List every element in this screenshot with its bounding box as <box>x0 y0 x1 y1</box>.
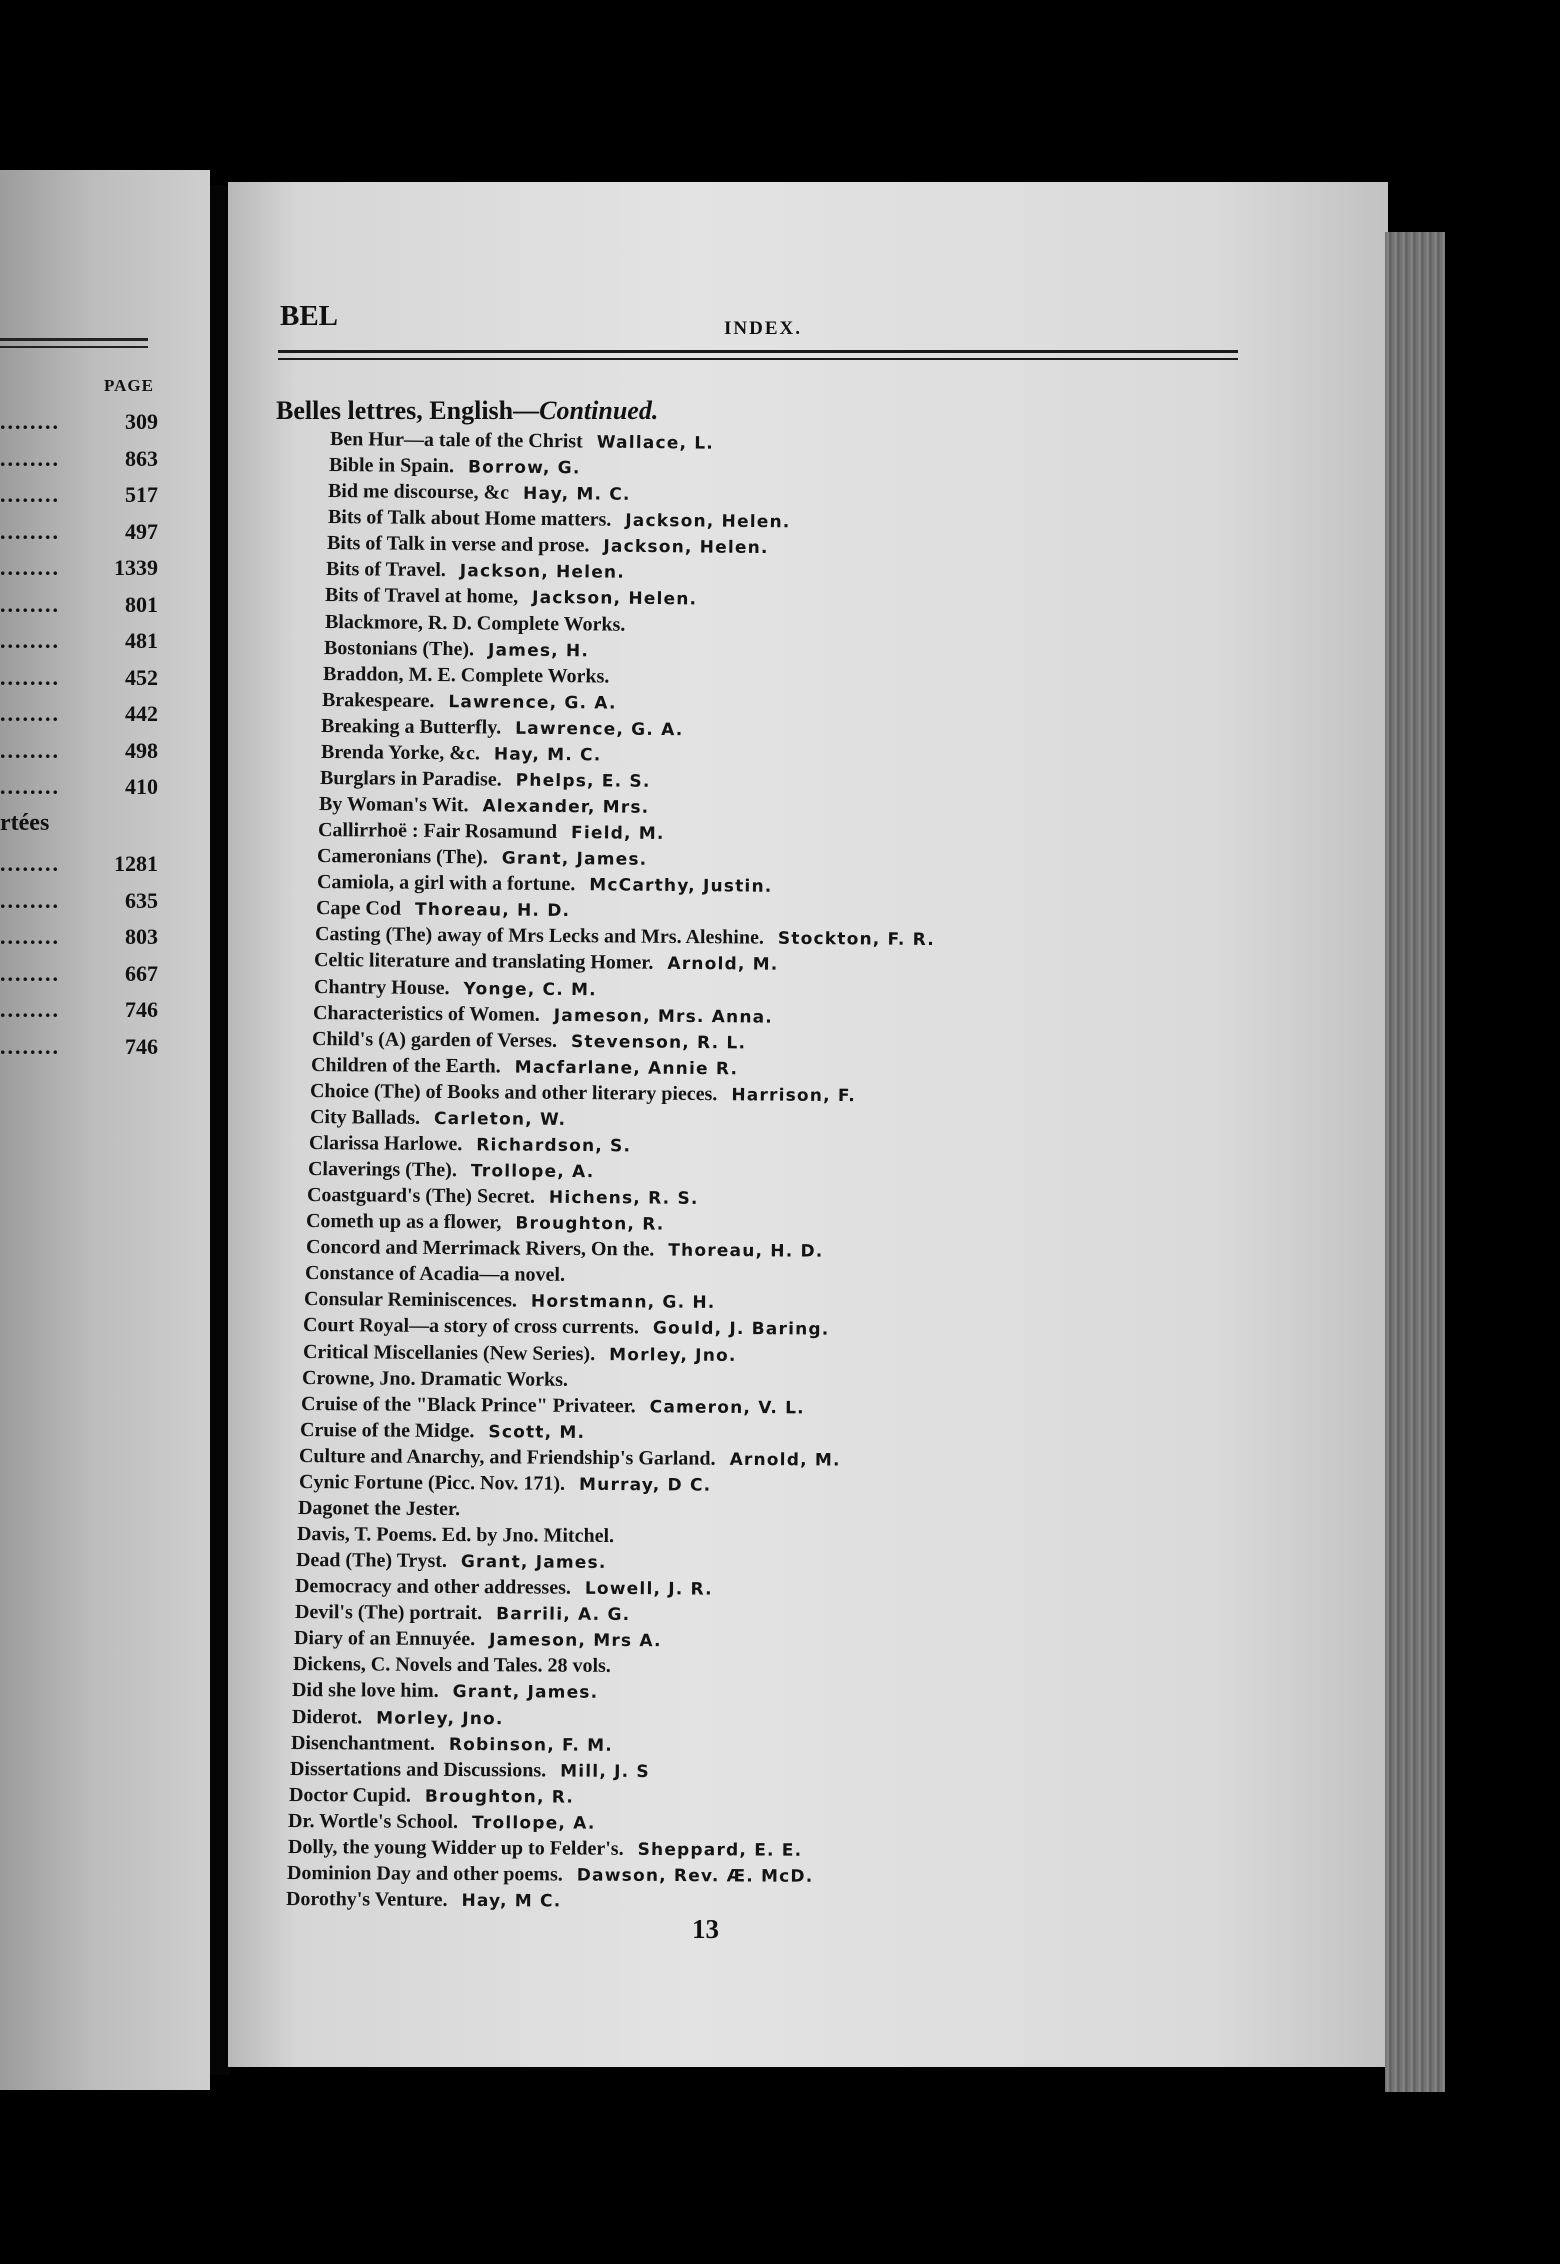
index-entry <box>314 949 779 976</box>
entry-title: Doctor Cupid. <box>289 1783 412 1807</box>
entry-title: Characteristics of Women. <box>312 1001 540 1026</box>
entry-title: Culture and Anarchy, and Friendship's Garland. <box>299 1444 717 1470</box>
entry-author: Stockton, F. R. <box>777 929 936 951</box>
left-page-row <box>0 477 158 513</box>
left-page-row <box>0 733 158 769</box>
entry-title: Callirrhoë : Fair Rosamund <box>318 819 558 844</box>
entry-title: Cape Cod <box>315 897 401 920</box>
index-entry <box>304 1288 716 1314</box>
index-entry <box>286 1888 562 1912</box>
page-ref: 746 <box>125 1033 158 1059</box>
entry-author: Field, M. <box>571 823 665 844</box>
leader-dots: ........ <box>0 1033 60 1059</box>
entry-title: Bible in Spain. <box>329 454 455 478</box>
left-page-row <box>0 956 158 992</box>
entry-title: Devil's (The) portrait. <box>294 1601 482 1625</box>
left-page-row <box>0 550 158 586</box>
entry-title: Claverings (The). <box>307 1158 457 1182</box>
entry-author: Cameron, V. L. <box>649 1396 805 1419</box>
entry-author: Phelps, E. S. <box>515 770 651 792</box>
index-entry <box>306 1210 665 1236</box>
entry-title: Dr. Wortle's School. <box>288 1809 459 1833</box>
entry-author: Jackson, Helen. <box>624 510 791 533</box>
left-page-row <box>0 1029 158 1065</box>
entry-author: Gould, J. Baring. <box>653 1318 830 1341</box>
page-ref: 517 <box>125 482 158 507</box>
entry-author: Murray, D C. <box>578 1474 711 1496</box>
page-ref: 481 <box>125 628 158 653</box>
index-entry <box>303 1314 830 1341</box>
page-ref: 1281 <box>114 851 158 876</box>
index-entry <box>311 1054 738 1080</box>
page-ref: 803 <box>125 924 158 949</box>
page-ref: 309 <box>125 409 158 434</box>
index-entry <box>297 1523 614 1548</box>
entry-author: Sheppard, E. E. <box>637 1839 802 1861</box>
index-entry <box>330 428 714 455</box>
entry-title: Cruise of the Midge. <box>300 1418 475 1442</box>
entry-title: Dorothy's Venture. <box>285 1888 448 1911</box>
entry-author: Richardson, S. <box>476 1135 632 1157</box>
entry-author: Hay, M. C. <box>493 744 602 766</box>
index-entry <box>288 1836 802 1862</box>
index-entry <box>328 506 791 533</box>
entry-title: Coastguard's (The) Secret. <box>307 1184 536 1208</box>
entry-title: Bits of Talk about Home matters. <box>327 506 612 531</box>
entry-title: Dead (The) Tryst. <box>296 1549 448 1573</box>
entry-title: Dagonet the Jester. <box>297 1496 460 1520</box>
entry-author: Wallace, L. <box>596 432 715 454</box>
page-ref: 667 <box>125 960 158 986</box>
entry-author: Broughton, R. <box>515 1213 666 1235</box>
page-ref: 746 <box>125 997 158 1022</box>
leader-dots: ........ <box>0 774 60 799</box>
leader-dots: ........ <box>0 924 60 949</box>
entry-title: Dominion Day and other poems. <box>286 1861 563 1886</box>
index-entry <box>287 1862 814 1888</box>
left-page-row <box>0 846 158 882</box>
entry-author: Stevenson, R. L. <box>570 1031 747 1054</box>
left-page-subheading: rtées <box>0 810 50 836</box>
entry-title: Constance of Acadia—a novel. <box>304 1262 565 1287</box>
index-entry <box>325 584 697 610</box>
index-entry <box>313 1002 773 1029</box>
entry-author: Robinson, F. M. <box>448 1734 613 1756</box>
index-entry <box>298 1497 460 1521</box>
entry-title: Bits of Talk in verse and prose. <box>326 532 590 557</box>
index-entry <box>323 663 610 689</box>
entry-title: City Ballads. <box>309 1105 420 1129</box>
leader-dots: ........ <box>0 409 60 434</box>
leader-dots: ........ <box>0 445 60 471</box>
entry-title: Dickens, C. Novels and Tales. 28 vols. <box>293 1653 611 1678</box>
entry-title: Breaking a Butterfly. <box>321 714 502 739</box>
left-page-rule <box>0 346 148 348</box>
entry-title: Cameronians (The). <box>317 845 489 869</box>
page-edges <box>1385 232 1445 2092</box>
index-entry <box>299 1445 841 1472</box>
entry-author: Yonge, C. M. <box>462 978 597 1000</box>
entry-author: Thoreau, H. D. <box>667 1240 824 1262</box>
entry-author: Lawrence, G. A. <box>448 691 617 714</box>
running-head: BEL <box>280 300 339 332</box>
entry-title: Consular Reminiscences. <box>303 1288 518 1312</box>
index-entry <box>298 1471 710 1497</box>
entry-title: Crowne, Jno. Dramatic Works. <box>301 1366 568 1391</box>
index-entry <box>291 1706 503 1730</box>
entry-author: Harrison, F. <box>731 1085 857 1106</box>
index-entry <box>324 637 589 662</box>
index-entry <box>295 1575 713 1601</box>
entry-author: Morley, Jno. <box>608 1344 737 1366</box>
left-page-row <box>0 623 158 659</box>
index-entry <box>317 845 648 871</box>
index-entry <box>301 1393 805 1419</box>
index-entry <box>317 871 773 898</box>
left-page-row <box>0 404 158 440</box>
left-page-row <box>0 514 158 550</box>
previous-page <box>0 170 210 2090</box>
index-entry <box>307 1184 699 1210</box>
leader-dots: ........ <box>0 997 60 1022</box>
entry-title: Child's (A) garden of Verses. <box>311 1027 558 1052</box>
page-ref: 635 <box>125 887 158 913</box>
index-entry <box>320 767 651 793</box>
entry-title: Brenda Yorke, &c. <box>320 740 480 765</box>
page-ref: 452 <box>125 664 158 690</box>
entry-author: Jackson, Helen. <box>459 561 626 584</box>
index-entry <box>318 819 665 845</box>
page-number: 13 <box>692 1914 719 1944</box>
entry-title: Cruise of the "Black Prince" Privateer. <box>300 1392 636 1417</box>
entry-author: Scott, M. <box>488 1421 586 1443</box>
index-entry <box>329 454 581 479</box>
entry-author: Grant, James. <box>461 1552 607 1574</box>
entry-title: Chantry House. <box>313 975 450 999</box>
entry-title: Brakespeare. <box>322 688 435 712</box>
entry-title: Clarissa Harlowe. <box>308 1131 463 1156</box>
index-entry <box>312 1028 746 1054</box>
index-entry <box>302 1341 736 1367</box>
entry-author: Broughton, R. <box>424 1786 575 1808</box>
entry-author: Grant, James. <box>452 1682 599 1704</box>
entry-author: Thoreau, H. D. <box>414 900 571 922</box>
entry-author: Jackson, Helen. <box>532 588 698 610</box>
index-entry <box>327 532 769 559</box>
entry-title: Bits of Travel at home, <box>325 584 519 609</box>
index-entry <box>306 1236 824 1263</box>
index-entry <box>288 1810 596 1835</box>
entry-author: Trollope, A. <box>472 1812 596 1834</box>
index-entry <box>313 976 596 1001</box>
left-page-rule <box>0 338 148 341</box>
index-entry <box>302 1367 568 1392</box>
left-page-row <box>0 919 158 955</box>
left-page-row <box>0 696 158 732</box>
entry-title: Burglars in Paradise. <box>319 766 502 791</box>
entry-author: Alexander, Mrs. <box>482 796 650 818</box>
index-entry <box>316 897 570 922</box>
index-entry <box>295 1601 630 1626</box>
leader-dots: ........ <box>0 737 60 763</box>
index-title: INDEX. <box>724 318 802 339</box>
entry-title: Celtic literature and translating Homer. <box>314 949 654 975</box>
entry-title: Blackmore, R. D. Complete Works. <box>324 610 625 636</box>
entry-title: Choice (The) of Books and other literary pieces. <box>310 1079 718 1105</box>
page-ref: 442 <box>125 701 158 726</box>
entry-author: Hichens, R. S. <box>549 1187 699 1209</box>
index-entry <box>296 1549 607 1574</box>
index-entry <box>319 793 650 819</box>
entry-author: Hay, M. C. <box>523 483 632 505</box>
entry-author: Dawson, Rev. Æ. McD. <box>576 1865 814 1887</box>
leader-dots: ........ <box>0 482 60 507</box>
entry-title: Bid me discourse, &c <box>328 480 510 504</box>
entry-title: Cynic Fortune (Picc. Nov. 171). <box>298 1470 565 1495</box>
index-entry <box>300 1419 585 1444</box>
page-ref: 1339 <box>114 555 158 580</box>
section-title: Belles lettres, English— <box>276 396 540 425</box>
index-entry <box>305 1262 565 1287</box>
entry-author: Morley, Jno. <box>375 1707 504 1729</box>
entry-title: Bits of Travel. <box>325 558 446 582</box>
entry-title: Critical Miscellanies (New Series). <box>302 1340 595 1365</box>
left-page-row <box>0 883 158 919</box>
page-ref: 801 <box>125 591 158 617</box>
page-ref: 498 <box>125 737 158 763</box>
leader-dots: ........ <box>0 960 60 986</box>
leader-dots: ........ <box>0 851 60 876</box>
leader-dots: ........ <box>0 518 60 544</box>
entry-title: Dissertations and Discussions. <box>289 1757 547 1782</box>
index-entry <box>291 1732 613 1757</box>
index-entry <box>309 1132 631 1157</box>
index-entry <box>326 558 625 584</box>
page-ref: 410 <box>125 774 158 799</box>
entry-author: Horstmann, G. H. <box>530 1291 716 1314</box>
entry-title: Camiola, a girl with a fortune. <box>316 871 576 896</box>
section-heading <box>276 396 658 426</box>
left-page-row <box>0 587 158 623</box>
section-continued: Continued. <box>539 396 659 425</box>
entry-title: Bostonians (The). <box>323 636 474 660</box>
entry-title: Disenchantment. <box>290 1731 435 1755</box>
index-entry <box>320 741 601 766</box>
entry-author: Jameson, Mrs. Anna. <box>553 1005 773 1028</box>
index-entry <box>294 1627 662 1652</box>
entry-title: Children of the Earth. <box>311 1053 501 1078</box>
book-spine <box>210 185 230 2075</box>
leader-dots: ........ <box>0 701 60 726</box>
left-page-row <box>0 441 158 477</box>
entry-author: Arnold, M. <box>729 1449 842 1471</box>
entry-title: Diary of an Ennuyée. <box>293 1627 476 1651</box>
index-entry <box>324 611 625 637</box>
left-page-row <box>0 769 158 805</box>
page-column-header: PAGE <box>104 376 154 395</box>
entry-title: Concord and Merrimack Rivers, On the. <box>305 1236 655 1261</box>
index-entry <box>328 480 631 506</box>
entry-title: Dolly, the young Widder up to Felder's. <box>287 1835 624 1860</box>
entry-title: Ben Hur—a tale of the Christ <box>329 428 583 453</box>
entry-author: McCarthy, Justin. <box>588 875 773 897</box>
entry-title: Diderot. <box>291 1705 362 1728</box>
entry-author: Carleton, W. <box>433 1108 566 1130</box>
left-page-row <box>0 660 158 696</box>
entry-title: Casting (The) away of Mrs Lecks and Mrs. Aleshine. <box>314 923 765 949</box>
leader-dots: ........ <box>0 628 60 653</box>
entry-author: Lawrence, G. A. <box>515 718 684 740</box>
entry-author: Barrili, A. G. <box>495 1604 631 1626</box>
index-entry <box>309 1106 565 1131</box>
entry-title: Court Royal—a story of cross currents. <box>303 1314 640 1339</box>
index-entry <box>292 1679 598 1704</box>
entry-title: Davis, T. Poems. Ed. by Jno. Mitchel. <box>296 1523 615 1548</box>
entry-author: Mill, J. S <box>560 1761 650 1782</box>
entry-title: Cometh up as a flower, <box>306 1210 502 1234</box>
index-entry <box>321 715 684 741</box>
leader-dots: ........ <box>0 664 60 690</box>
index-entry <box>322 689 617 715</box>
left-page-row <box>0 992 158 1028</box>
leader-dots: ........ <box>0 555 60 580</box>
entry-author: Jackson, Helen. <box>603 536 769 559</box>
entry-title: Braddon, M. E. Complete Works. <box>322 662 610 688</box>
index-entry <box>289 1784 574 1809</box>
entry-title: Democracy and other addresses. <box>295 1575 572 1599</box>
entry-author: Arnold, M. <box>667 954 779 976</box>
entry-author: James, H. <box>487 640 589 661</box>
header-rule <box>278 350 1238 353</box>
entry-author: Lowell, J. R. <box>585 1578 714 1600</box>
entry-author: Grant, James. <box>502 848 648 870</box>
index-entry <box>293 1653 611 1678</box>
entry-title: By Woman's Wit. <box>318 793 469 817</box>
header-rule <box>278 358 1238 360</box>
entry-author: Hay, M C. <box>461 1890 562 1912</box>
index-entry <box>308 1158 595 1183</box>
entry-author: Borrow, G. <box>468 457 581 479</box>
page-ref: 497 <box>125 518 158 544</box>
index-entry <box>310 1080 856 1107</box>
entry-title: Did she love him. <box>292 1679 440 1703</box>
leader-dots: ........ <box>0 591 60 617</box>
entry-author: Jameson, Mrs A. <box>488 1630 662 1652</box>
leader-dots: ........ <box>0 887 60 913</box>
entry-author: Trollope, A. <box>470 1161 595 1183</box>
page-ref: 863 <box>125 445 158 471</box>
entry-author: Macfarlane, Annie R. <box>514 1057 739 1080</box>
index-entry <box>290 1758 650 1783</box>
